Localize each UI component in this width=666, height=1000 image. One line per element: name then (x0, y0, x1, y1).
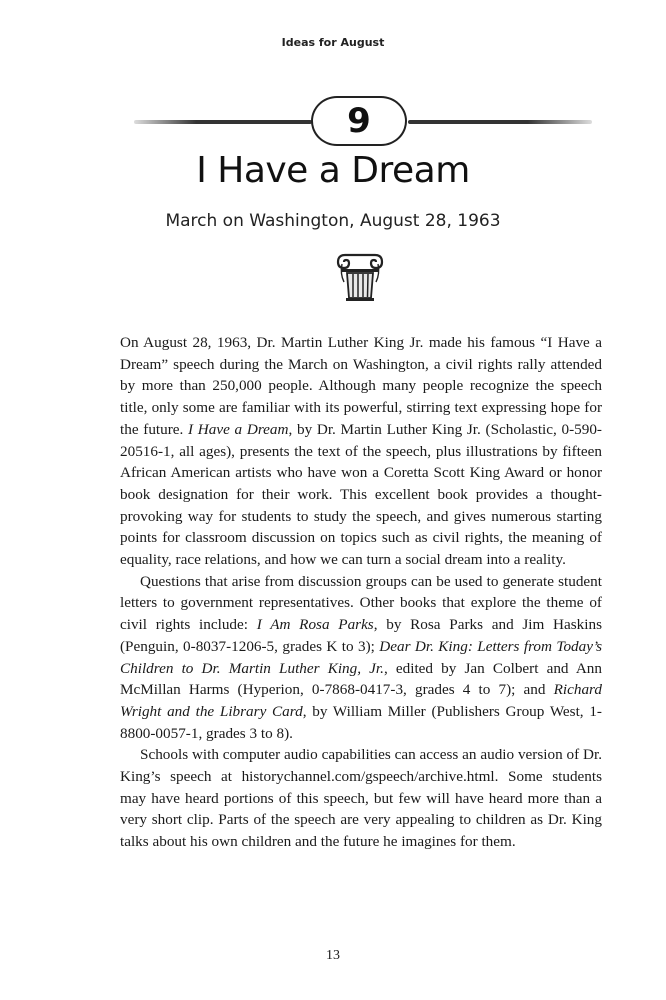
chapter-heading (0, 96, 666, 150)
book-title: Dear Dr. King: Letters from Today’s Children to Dr. Martin Luther King, Jr. (120, 637, 602, 677)
left-rule (134, 120, 312, 124)
right-rule (408, 120, 592, 124)
book-title: I Have a Dream (188, 420, 289, 438)
chapter-subtitle: March on Washington, August 28, 1963 (165, 211, 501, 231)
text-run: , by Dr. Martin Luther King Jr. (Scholastic, 0-590-20516-1, all ages), presents the text of the speech, plus illustrations by fifteen African American artists who have won a Coretta Scott King Award or honor book designation for their work. This excellent book provides a thought-provoking way for students to study the speech, and gives numerous starting points for classroom discussion on topics such as civil rights, the meaning of equality, race relations, and how we can turn a social dream into a reality. (120, 420, 602, 569)
chapter-number: 9 (347, 101, 371, 141)
chapter-number-badge (311, 96, 407, 146)
text-run: , by William Miller (Publishers Group West, 1-8800-0057-1, grades 3 to 8). (120, 702, 602, 742)
paragraph (120, 571, 602, 745)
text-run: , by Rosa Parks and Jim Haskins (Penguin, 0-8037-1206-5, grades K to 3); (120, 616, 602, 655)
book-title: Richard Wright and the Library Card (120, 681, 602, 720)
book-title: I Am Rosa Parks (256, 616, 374, 634)
text-run: On August 28, 1963, Dr. Martin Luther King Jr. made his famous “I Have a Dream” speech during the March on Washington, a civil rights rally attended by more than 250,000 people. Although many people recognize the speech title, only some are familiar with its powerful, stirring text expressing hope for the future. (120, 334, 602, 438)
paragraph (120, 332, 602, 571)
page-number: 13 (326, 948, 340, 963)
chapter-title: I Have a Dream (196, 150, 470, 191)
text-run: Schools with computer audio capabilities can access an audio version of Dr. King’s speech at historychannel.com/gspeech/archive.html. Some students may have heard portions of this speech, but few will have heard more than a very short clip. Parts of the speech are very appealing to children as Dr. King talks about his own children and the future he imagines for them. (120, 746, 602, 851)
running-head: Ideas for August (281, 36, 385, 49)
text-run: , edited by Jan Colbert and Ann McMillan Harms (Hyperion, 0-7868-0417-3, grades 4 to 7); and (120, 659, 602, 699)
text-run: Questions that arise from discussion groups can be used to generate student letters to government representatives. Other books that explore the theme of civil rights include: (120, 572, 602, 634)
ionic-column-icon (334, 252, 386, 302)
paragraph (120, 744, 602, 853)
body-text (120, 332, 602, 853)
